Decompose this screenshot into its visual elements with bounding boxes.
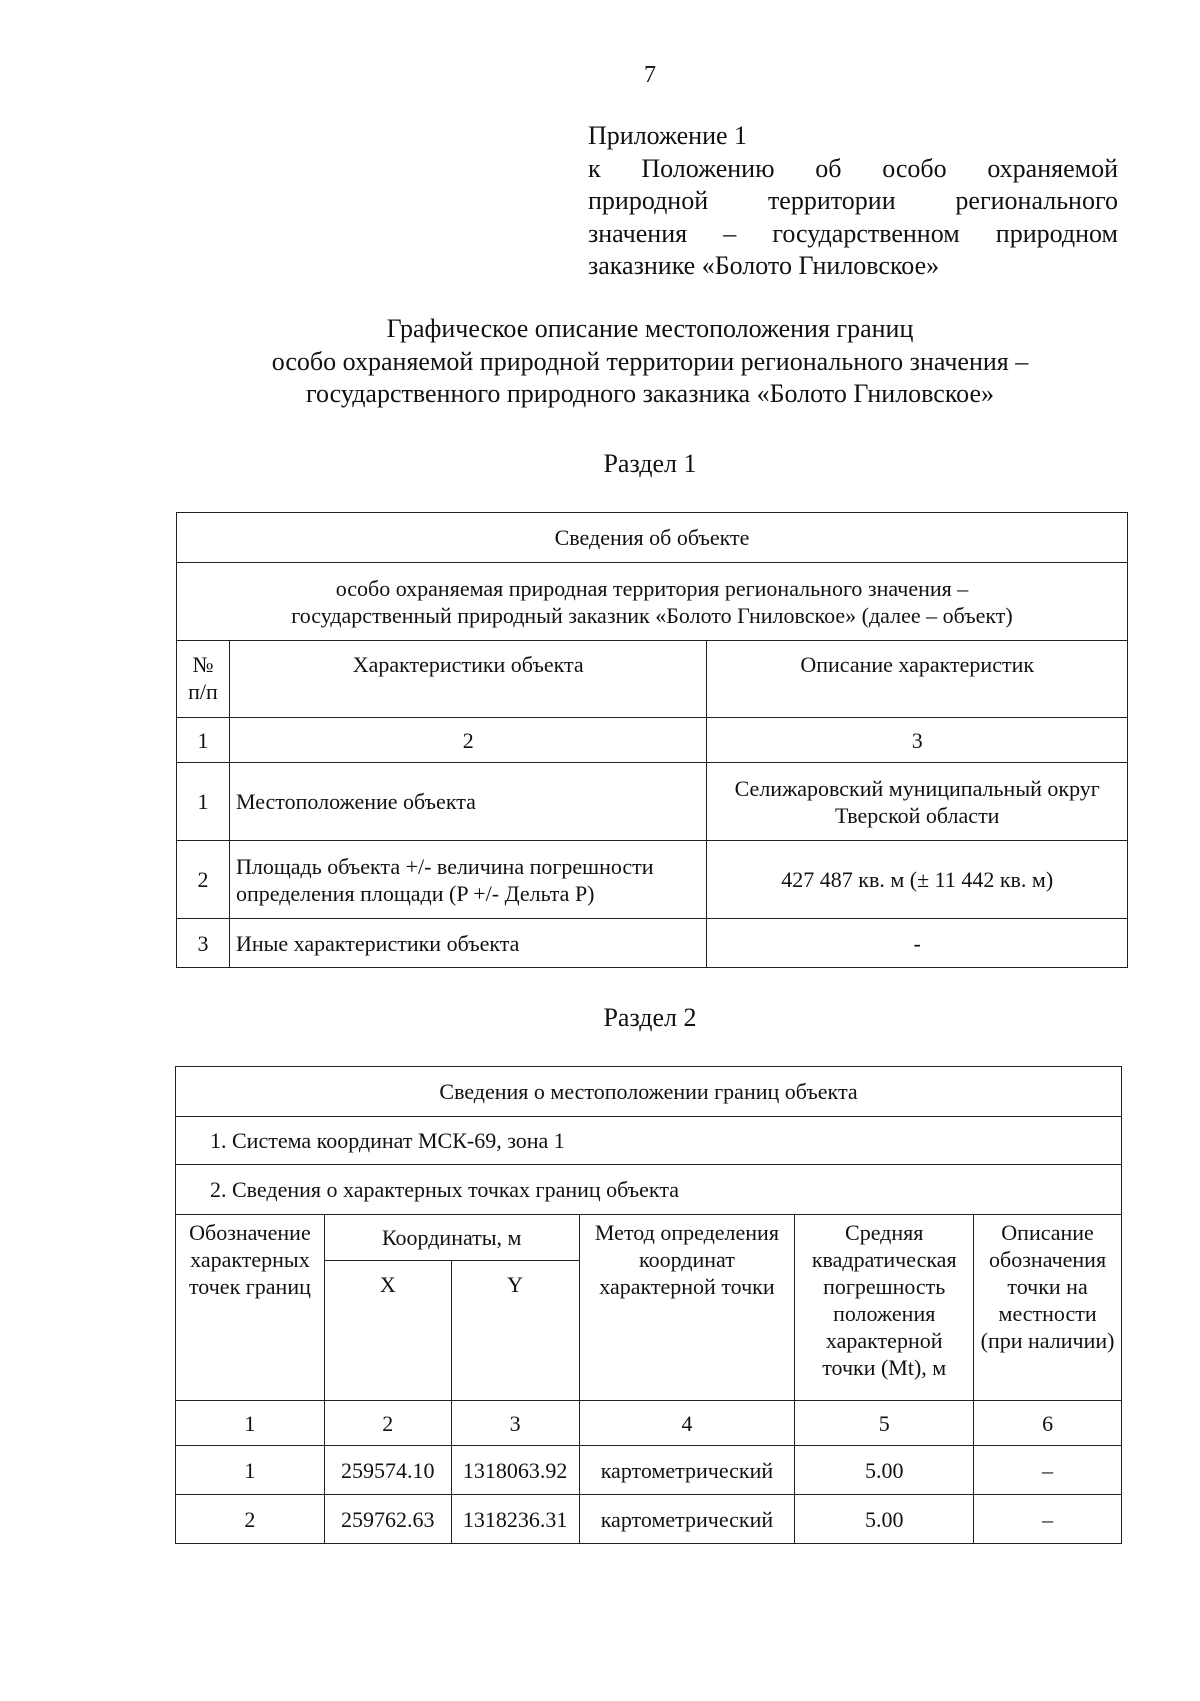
table-row <box>177 919 1128 968</box>
method-cell: картометрический <box>579 1446 795 1495</box>
y-cell: 1318063.92 <box>451 1446 579 1495</box>
table-row <box>177 763 1128 841</box>
table-header: Сведения об объекте <box>177 513 1128 563</box>
column-header-designation: Обозначение характерных точек границ <box>176 1215 325 1401</box>
y-cell: 1318236.31 <box>451 1495 579 1544</box>
column-header-coordinates: Координаты, м <box>324 1215 579 1261</box>
object-name-line: особо охраняемая природная территория регионального значения – <box>335 575 969 601</box>
row-number: 1 <box>177 763 230 841</box>
x-cell: 259762.63 <box>324 1495 451 1544</box>
appendix-line: к Положению об особо охраняемой <box>588 153 1118 183</box>
boundary-points-table <box>175 1066 1122 1544</box>
column-number: 4 <box>579 1401 795 1446</box>
column-header-description: Описание характеристик <box>707 641 1128 718</box>
table-row <box>176 1446 1122 1495</box>
row-number: 3 <box>177 919 230 968</box>
coordinate-system: 1. Система координат МСК-69, зона 1 <box>176 1117 1122 1165</box>
title-line: Графическое описание местоположения границ <box>386 314 914 343</box>
page-number: 7 <box>644 62 656 88</box>
appendix-line: заказнике «Болото Гниловское» <box>588 251 940 280</box>
appendix-line: природной территории регионального <box>588 186 1118 215</box>
table-header: Сведения о местоположении границ объекта <box>176 1067 1122 1117</box>
document-title <box>0 313 1200 411</box>
title-line: государственного природного заказника «Болото Гниловское» <box>305 379 995 408</box>
column-number: 2 <box>324 1401 451 1446</box>
characteristic-cell: Площадь объекта +/- величина погрешности определения площади (P +/- Дельта P) <box>229 841 706 919</box>
error-cell: 5.00 <box>795 1446 974 1495</box>
table-row <box>176 1495 1122 1544</box>
characteristic-cell: Местоположение объекта <box>229 763 706 841</box>
title-line: особо охраняемой природной территории регионального значения – <box>271 346 1029 376</box>
appendix-line: значения – государственном природном <box>588 218 1118 248</box>
column-header-number: № п/п <box>177 641 230 718</box>
column-header-method: Метод определения координат характерной точки <box>579 1215 795 1401</box>
description-cell: - <box>707 919 1128 968</box>
column-number: 6 <box>974 1401 1122 1446</box>
appendix-note <box>588 120 1118 283</box>
section-2-heading: Раздел 2 <box>603 1003 697 1032</box>
table-row <box>177 841 1128 919</box>
object-info-table <box>176 512 1128 968</box>
description-cell: Селижаровский муниципальный округ Тверской области <box>707 763 1128 841</box>
characteristic-cell: Иные характеристики объекта <box>229 919 706 968</box>
description-cell: 427 487 кв. м (± 11 442 кв. м) <box>707 841 1128 919</box>
point-description-cell: – <box>974 1495 1122 1544</box>
column-number: 2 <box>229 718 706 763</box>
column-header-characteristic: Характеристики объекта <box>229 641 706 718</box>
object-name-line: государственный природный заказник «Болото Гниловское» (далее – объект) <box>291 602 1013 628</box>
column-header-point-description: Описание обозначения точки на местности (при наличии) <box>974 1215 1122 1401</box>
column-number: 3 <box>451 1401 579 1446</box>
row-number: 2 <box>177 841 230 919</box>
column-header-x: X <box>324 1261 451 1401</box>
column-number: 3 <box>707 718 1128 763</box>
column-number: 5 <box>795 1401 974 1446</box>
error-cell: 5.00 <box>795 1495 974 1544</box>
appendix-line: Приложение 1 <box>588 121 748 150</box>
x-cell: 259574.10 <box>324 1446 451 1495</box>
column-header-y: Y <box>451 1261 579 1401</box>
point-cell: 1 <box>176 1446 325 1495</box>
section-1-heading: Раздел 1 <box>603 449 697 478</box>
method-cell: картометрический <box>579 1495 795 1544</box>
column-header-error: Средняя квадратическая погрешность положения характерной точки (Mt), м <box>795 1215 974 1401</box>
point-description-cell: – <box>974 1446 1122 1495</box>
column-number: 1 <box>177 718 230 763</box>
point-cell: 2 <box>176 1495 325 1544</box>
points-header: 2. Сведения о характерных точках границ объекта <box>176 1165 1122 1215</box>
object-name-cell <box>177 563 1128 641</box>
column-number: 1 <box>176 1401 325 1446</box>
